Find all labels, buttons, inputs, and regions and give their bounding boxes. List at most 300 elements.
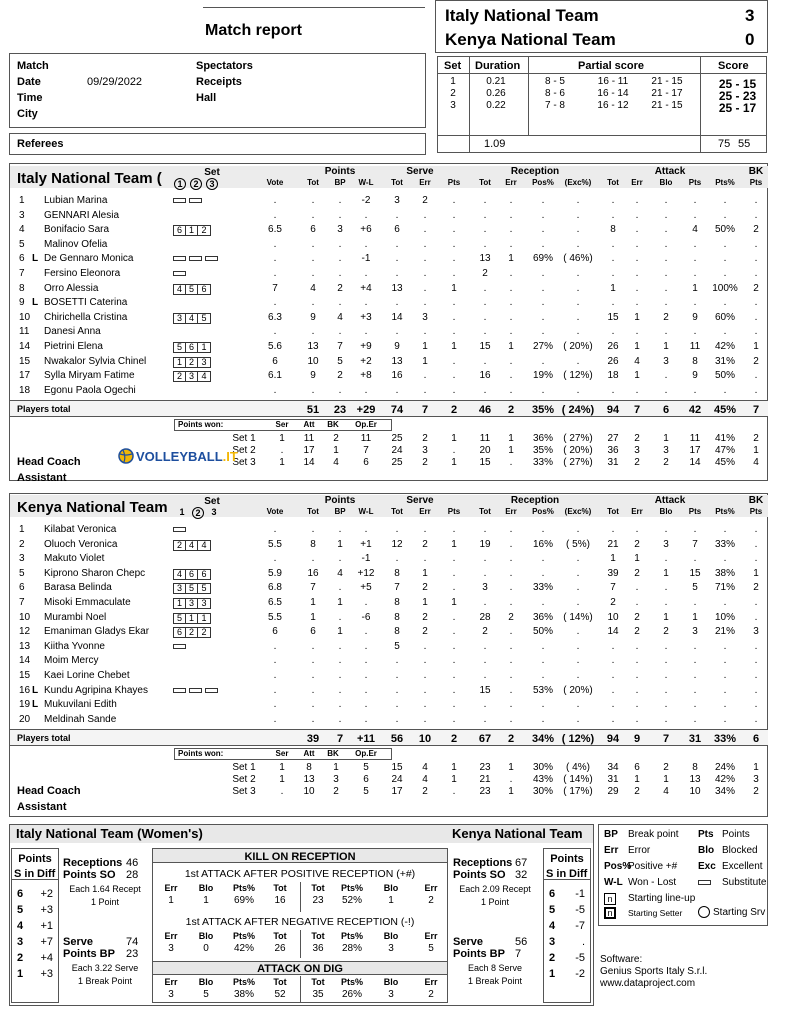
- player-number: 11: [19, 326, 30, 338]
- zone-set-2: 4: [186, 541, 198, 550]
- set-col-3: 3: [206, 178, 218, 190]
- stat-wl: +2: [360, 355, 372, 367]
- stat-serr: 2: [422, 538, 428, 550]
- set-stat-op: 11: [360, 433, 372, 444]
- stat-wl: +3: [360, 311, 372, 323]
- rotation-zone: 5: [549, 904, 556, 916]
- stat-stot: .: [395, 684, 399, 696]
- substitute-marker: [189, 198, 202, 203]
- set-stat-rtot: 23: [479, 762, 491, 773]
- stat-rtot: .: [483, 553, 487, 565]
- total-aerr: 7: [633, 404, 641, 416]
- stat-rpos: 27%: [532, 341, 553, 352]
- kill-col-header: Blo: [198, 883, 214, 893]
- stat-ablo: .: [664, 297, 668, 309]
- stat-vote: .: [273, 524, 277, 535]
- stat-spts: 1: [451, 597, 457, 608]
- stat-bk: .: [754, 326, 758, 338]
- sets-header-set: Set: [444, 60, 462, 72]
- stat-rexc: .: [576, 670, 580, 681]
- zone-set-2: 2: [186, 358, 198, 367]
- stat-apct: .: [723, 655, 727, 667]
- stat-rpos: 36%: [532, 611, 553, 623]
- stat-serr: .: [423, 684, 427, 696]
- total-rexc: ( 12%): [561, 733, 595, 745]
- legend-value: Points: [722, 829, 750, 840]
- total-apct: 33%: [713, 733, 737, 745]
- stat-wl: .: [364, 384, 368, 396]
- kill-col-header: Err: [424, 931, 438, 941]
- reception-header: Reception: [510, 166, 560, 177]
- stat-rerr: .: [509, 699, 513, 711]
- player-number: 7: [19, 597, 25, 608]
- stat-aerr: .: [635, 297, 639, 309]
- stat-stot: .: [395, 670, 399, 681]
- stat-ablo: .: [664, 655, 668, 667]
- stat-vote: .: [273, 699, 277, 711]
- stat-ptot: .: [311, 209, 315, 221]
- total-atot: 94: [606, 733, 620, 745]
- dig-value: 26%: [341, 989, 362, 1000]
- stat-spts: .: [452, 611, 456, 623]
- set-stat-bk2: 1: [753, 762, 759, 773]
- stat-serr: .: [423, 524, 427, 535]
- stat-spts: .: [452, 224, 456, 236]
- stat-bk: .: [754, 713, 758, 725]
- set-stat-serr: 4: [422, 762, 428, 773]
- kill-col-header: Err: [164, 883, 178, 893]
- zone-set-1: 3: [174, 584, 186, 593]
- player-name: Malinov Ofelia: [44, 238, 108, 250]
- stat-aerr: 2: [634, 611, 640, 623]
- rotation-diff: +4: [40, 952, 53, 964]
- stat-stot: 8: [394, 611, 400, 623]
- stat-serr: .: [423, 699, 427, 711]
- set-stat-rexc: ( 27%): [563, 433, 593, 444]
- player-name: Murambi Noel: [44, 611, 107, 623]
- stat-serr: 1: [422, 341, 428, 352]
- col-header-aerr: Err: [631, 507, 643, 516]
- stat-apts: 15: [689, 567, 701, 579]
- set-stat-rtot: 11: [479, 433, 491, 444]
- stat-apct: .: [723, 684, 727, 696]
- starting-zones: [173, 569, 211, 580]
- stat-stot: 3: [394, 195, 400, 206]
- set-stat-rexc: ( 27%): [563, 457, 593, 468]
- set-stat-rexc: ( 17%): [563, 786, 593, 797]
- stat-rpos: .: [541, 597, 545, 608]
- set-stat-atot: 34: [607, 762, 619, 773]
- set-stat-stot: 24: [391, 774, 403, 785]
- stat-spts: .: [452, 567, 456, 579]
- set-stat-rexc: ( 4%): [566, 762, 590, 773]
- stat-rerr: .: [509, 238, 513, 250]
- libero-marker: L: [32, 684, 39, 696]
- setter-icon: n: [604, 907, 616, 919]
- stat-aerr: 1: [634, 553, 640, 565]
- stat-bp: 3: [337, 224, 343, 236]
- stat-ptot: .: [311, 640, 315, 652]
- stat-atot: 21: [607, 538, 619, 550]
- stat-apts: 7: [692, 538, 698, 550]
- stat-rtot: .: [483, 640, 487, 652]
- rotation-zone: 4: [549, 920, 556, 932]
- stat-serr: 1: [422, 597, 428, 608]
- rotation-diff: -7: [575, 920, 585, 932]
- player-name: Barasa Belinda: [44, 582, 112, 594]
- kill-col-header: Blo: [198, 977, 214, 987]
- stat-rerr: .: [509, 355, 513, 367]
- stat-apts: .: [693, 655, 697, 667]
- rotation-zone: 6: [549, 888, 556, 900]
- player-name: Makuto Violet: [44, 553, 105, 565]
- each-serve: Each 3.22 Serve: [71, 963, 139, 973]
- stat-apts: 11: [689, 341, 701, 352]
- receptions-value: 46: [126, 857, 139, 869]
- stat-rpos: .: [541, 297, 545, 309]
- set-stat-bk: 3: [333, 774, 339, 785]
- stat-serr: 2: [422, 626, 428, 638]
- stat-rtot: .: [483, 597, 487, 608]
- stat-apct: 33%: [714, 538, 735, 550]
- set-stat-rexc: ( 20%): [563, 445, 593, 456]
- stat-ablo: 2: [663, 626, 669, 638]
- dig-value: 2: [428, 989, 434, 1000]
- stat-spts: .: [452, 582, 456, 594]
- starting-zones: [173, 627, 211, 638]
- stat-bp: .: [338, 253, 342, 265]
- stat-rerr: .: [509, 384, 513, 396]
- stat-rtot: 13: [479, 253, 491, 265]
- bk-header: BK: [748, 495, 764, 506]
- neg-value: 42%: [233, 943, 254, 954]
- set-stat-spts: 1: [451, 774, 457, 785]
- set-stat-op: 5: [363, 762, 369, 773]
- player-number: 13: [19, 640, 31, 652]
- stat-apts: 1: [692, 282, 698, 294]
- col-header-spts: Pts: [447, 507, 461, 516]
- set-stat-ser: 1: [279, 457, 285, 468]
- stat-rtot: .: [483, 297, 487, 309]
- pos-value: 1: [203, 895, 209, 906]
- substitute-marker: [205, 256, 218, 261]
- stat-vote: 6.5: [268, 597, 282, 608]
- stat-atot: 18: [607, 370, 619, 382]
- stat-rexc: .: [576, 655, 580, 667]
- stat-vote: 6: [272, 626, 278, 638]
- stat-apct: .: [723, 597, 727, 608]
- partial-score-2: 16 - 12: [597, 100, 629, 111]
- rotation-zone: 2: [17, 952, 24, 964]
- sets-header-duration: Duration: [475, 60, 521, 72]
- stat-serr: .: [423, 553, 427, 565]
- stat-serr: 1: [422, 567, 428, 579]
- stat-apct: .: [723, 209, 727, 221]
- col-header-rerr: Err: [505, 178, 517, 187]
- total-ablo: 6: [662, 404, 670, 416]
- stat-wl: .: [364, 326, 368, 338]
- stat-apct: 21%: [714, 626, 735, 638]
- dig-value: 5: [203, 989, 209, 1000]
- player-number: 3: [19, 553, 25, 565]
- stat-spts: .: [452, 655, 456, 667]
- player-number: 7: [19, 268, 25, 279]
- total-points-home: 75: [718, 138, 731, 150]
- stat-vote: .: [273, 684, 277, 696]
- rotation-diff: +7: [40, 936, 53, 948]
- total-serr: 7: [421, 404, 429, 416]
- stat-ablo: .: [664, 195, 668, 206]
- stat-spts: .: [452, 326, 456, 338]
- kill-col-header: Pts%: [340, 977, 363, 987]
- set-stat-bk: 1: [333, 762, 339, 773]
- total-ablo: 7: [662, 733, 670, 745]
- stat-rexc: ( 5%): [566, 538, 590, 550]
- stat-bk: 3: [753, 626, 759, 638]
- stat-rtot: 19: [479, 538, 491, 550]
- stat-vote: 6: [272, 355, 278, 367]
- stat-bk: .: [754, 553, 758, 565]
- stat-apct: 10%: [714, 611, 735, 623]
- stat-bp: .: [338, 297, 342, 309]
- set-number: 1: [450, 76, 456, 87]
- assistant-label: Assistant: [17, 801, 67, 813]
- stat-rpos: .: [541, 640, 545, 652]
- starting-zones: [173, 313, 211, 324]
- zone-set-2: 6: [186, 570, 198, 579]
- stat-apct: .: [723, 640, 727, 652]
- stat-rerr: .: [509, 670, 513, 681]
- neg-value: 3: [388, 943, 394, 954]
- stat-ptot: 1: [310, 597, 316, 608]
- stat-bp: 7: [337, 341, 343, 352]
- stat-rexc: .: [576, 238, 580, 250]
- kill-col-header: Pts%: [232, 931, 255, 941]
- zone-set-3: 4: [201, 371, 207, 382]
- stat-spts: 1: [451, 282, 457, 294]
- zone-set-3: 3: [201, 598, 207, 608]
- total-rpos: 35%: [531, 404, 555, 416]
- legend-value: Excellent: [722, 861, 763, 872]
- lineup-icon: n: [604, 893, 616, 905]
- player-number: 17: [19, 370, 31, 382]
- set-stat-atot: 36: [607, 445, 619, 456]
- stat-apts: 3: [692, 626, 698, 638]
- set-stat-atot: 27: [607, 433, 619, 444]
- points-bp-value: 7: [515, 948, 522, 960]
- stat-ptot: 9: [310, 311, 316, 323]
- stat-ptot: .: [311, 684, 315, 696]
- stat-wl: .: [364, 238, 368, 250]
- stat-wl: .: [364, 670, 368, 681]
- stat-rpos: .: [541, 311, 545, 323]
- stat-aerr: 1: [634, 370, 640, 382]
- stat-apts: .: [693, 597, 697, 608]
- one-point: 1 Point: [480, 897, 510, 907]
- stat-spts: .: [452, 684, 456, 696]
- stat-bk: .: [754, 297, 758, 309]
- stat-aerr: .: [635, 195, 639, 206]
- stat-bk: .: [754, 268, 758, 279]
- total-rerr: 2: [507, 404, 515, 416]
- kill-col-header: Blo: [383, 977, 399, 987]
- set-stat-op: 7: [363, 445, 369, 456]
- stat-bk: .: [754, 384, 758, 396]
- stat-rpos: .: [541, 655, 545, 667]
- set-stat-bk: 4: [333, 457, 339, 468]
- stat-vote: .: [273, 268, 277, 279]
- stat-atot: .: [611, 640, 615, 652]
- rotation-diff-label: Diff: [37, 868, 56, 880]
- stat-serr: .: [423, 326, 427, 338]
- page-title: Match report: [205, 22, 302, 39]
- stat-vote: .: [273, 297, 277, 309]
- set-row-label: Set 2: [232, 774, 256, 785]
- set-stat-spts: .: [452, 786, 456, 797]
- city-label: City: [17, 108, 38, 120]
- stat-spts: .: [452, 670, 456, 681]
- stat-rpos: .: [541, 384, 545, 396]
- stat-serr: .: [423, 238, 427, 250]
- kill-title: KILL ON RECEPTION: [244, 851, 356, 863]
- stat-rpos: .: [541, 209, 545, 221]
- set-stat-apct: 45%: [714, 457, 735, 468]
- stat-rerr: .: [509, 640, 513, 652]
- time-label: Time: [17, 92, 43, 104]
- rotation-zone: 1: [549, 968, 556, 980]
- points-header: Points: [324, 495, 356, 506]
- total-stot: 74: [390, 404, 404, 416]
- bk-header: BK: [748, 166, 764, 177]
- stat-rtot: .: [483, 224, 487, 236]
- stat-apts: 5: [692, 582, 698, 594]
- partial-score-2: 16 - 11: [597, 76, 629, 87]
- player-name: Moim Mercy: [44, 655, 99, 667]
- set-stat-op: 6: [363, 774, 369, 785]
- stat-ablo: 1: [663, 611, 669, 623]
- legend-value: Blocked: [722, 845, 758, 856]
- setter-label: Starting Setter: [628, 908, 683, 918]
- stat-wl: .: [364, 626, 368, 638]
- neg-value: 3: [168, 943, 174, 954]
- stat-rtot: .: [483, 699, 487, 711]
- stat-apts: 9: [692, 370, 698, 382]
- set-stat-rerr: 1: [508, 762, 514, 773]
- rotation-diff: -1: [575, 888, 585, 900]
- set-stat-bk2: 2: [753, 786, 759, 797]
- substitute-marker: [173, 198, 186, 203]
- stat-apct: .: [723, 670, 727, 681]
- set-row-label: Set 3: [232, 457, 256, 468]
- stat-vote: 6.3: [268, 311, 282, 323]
- stat-bp: .: [338, 524, 342, 535]
- rotation-zone: 3: [17, 936, 24, 948]
- each-serve: Each 8 Serve: [467, 963, 523, 973]
- stat-rerr: .: [509, 282, 513, 294]
- zone-set-3: 2: [201, 225, 207, 236]
- stat-apts: .: [693, 684, 697, 696]
- stat-stot: .: [395, 297, 399, 309]
- stat-ptot: .: [311, 253, 315, 265]
- head-coach-label: Head Coach: [17, 456, 81, 468]
- stat-ablo: .: [664, 597, 668, 608]
- col-header-bp: BP: [334, 507, 346, 516]
- stat-rtot: .: [483, 311, 487, 323]
- stat-apts: 1: [692, 611, 698, 623]
- stat-bk: .: [754, 699, 758, 711]
- stat-rerr: .: [509, 553, 513, 565]
- player-number: 3: [19, 209, 25, 221]
- zone-set-1: 5: [174, 343, 186, 352]
- kill-col-header: Pts%: [340, 883, 363, 893]
- set-stat-apts: 13: [689, 774, 701, 785]
- neg-value: 5: [428, 943, 434, 954]
- col-header-apct: Pts%: [715, 507, 735, 516]
- stat-serr: .: [423, 297, 427, 309]
- stat-atot: 2: [610, 597, 616, 608]
- col-header-bp: BP: [334, 178, 346, 187]
- set-stat-bk: 2: [333, 433, 339, 444]
- zone-set-1: 1: [174, 599, 186, 608]
- stat-apts: .: [693, 640, 697, 652]
- stat-aerr: .: [635, 384, 639, 396]
- serve-label: Serve: [453, 936, 483, 948]
- stat-rpos: .: [541, 670, 545, 681]
- substitute-marker: [173, 527, 186, 532]
- player-number: 15: [19, 670, 31, 681]
- stat-atot: 26: [607, 341, 619, 352]
- legend-key: Pos%: [604, 861, 632, 872]
- player-name: GENNARI Alesia: [44, 209, 120, 221]
- stat-atot: .: [611, 670, 615, 681]
- total-apts: 31: [688, 733, 702, 745]
- stat-spts: .: [452, 355, 456, 367]
- stat-aerr: .: [635, 524, 639, 535]
- stat-serr: 1: [422, 355, 428, 367]
- stat-vote: .: [273, 553, 277, 565]
- stat-rexc: .: [576, 567, 580, 579]
- set-stat-ser: 1: [279, 774, 285, 785]
- total-bk: 7: [752, 404, 760, 416]
- stat-apct: .: [723, 253, 727, 265]
- zone-set-2: 3: [186, 599, 198, 608]
- reception-header: Reception: [510, 495, 560, 506]
- stat-rerr: .: [509, 684, 513, 696]
- stat-serr: .: [423, 655, 427, 667]
- col-header-stot: Tot: [391, 178, 403, 187]
- set-stat-rpos: 30%: [532, 786, 553, 797]
- legend-key: Exc: [698, 861, 716, 872]
- substitute-marker: [173, 271, 186, 276]
- stat-ptot: 10: [307, 355, 319, 367]
- zone-set-2: 6: [186, 343, 198, 352]
- col-header-serr: Err: [419, 507, 431, 516]
- set-stat-spts: .: [452, 445, 456, 456]
- stat-rtot: 3: [482, 582, 488, 594]
- set-number: 3: [450, 100, 456, 111]
- stat-bk: .: [754, 611, 758, 623]
- substitute-marker: [173, 256, 186, 261]
- set-stat-ablo: 2: [663, 762, 669, 773]
- stat-rpos: .: [541, 238, 545, 250]
- stat-rerr: .: [509, 297, 513, 309]
- stat-bp: .: [338, 655, 342, 667]
- player-name: Meldinah Sande: [44, 713, 117, 725]
- stat-bp: .: [338, 238, 342, 250]
- player-name: Nwakalor Sylvia Chinel: [44, 355, 147, 367]
- stat-rtot: .: [483, 195, 487, 206]
- stat-rerr: .: [509, 268, 513, 279]
